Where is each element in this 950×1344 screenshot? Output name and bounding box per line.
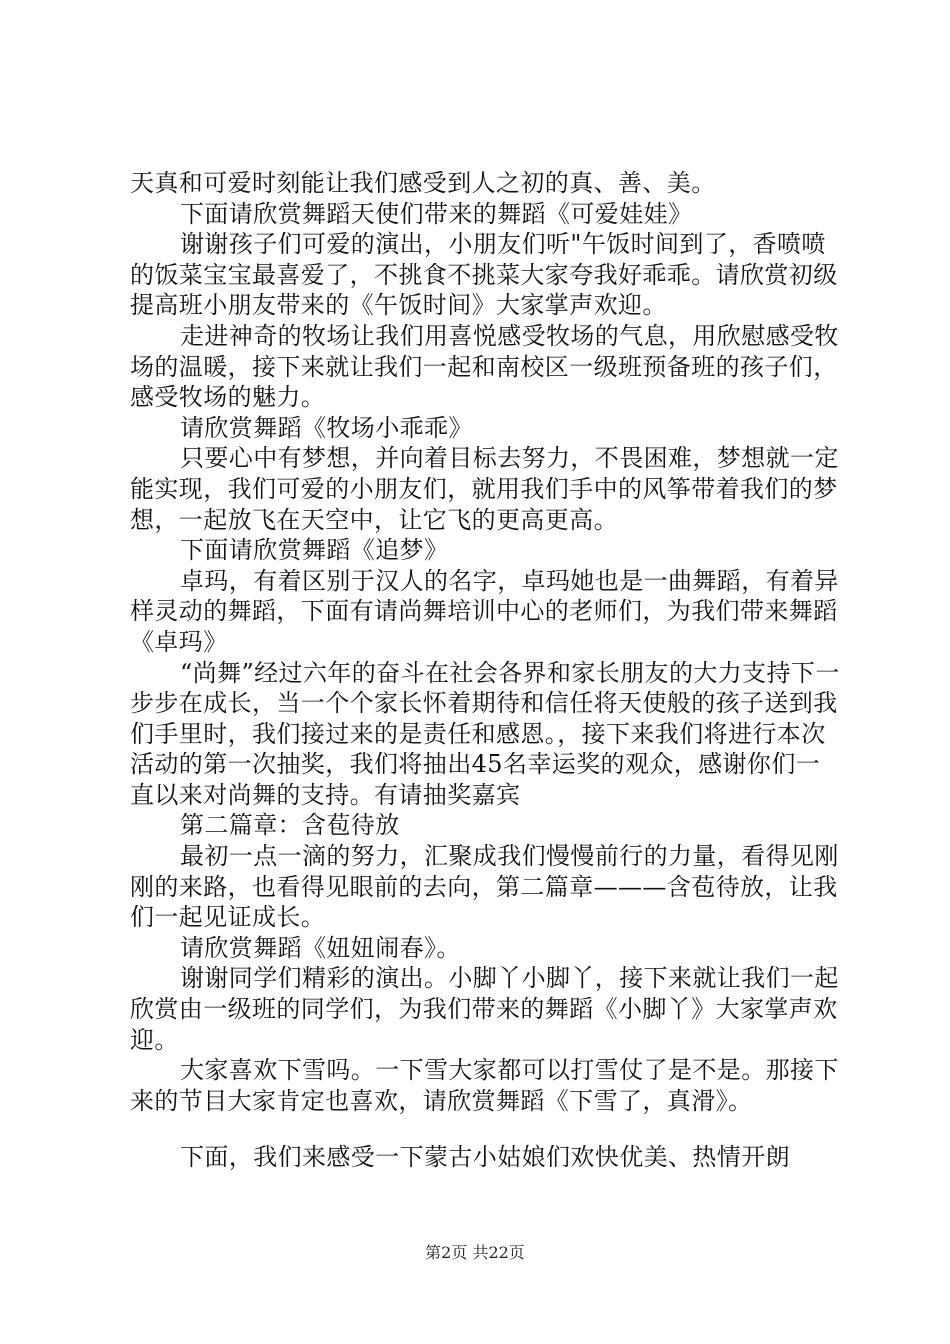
paragraph-spacer (130, 1116, 840, 1142)
paragraph: 谢谢孩子们可爱的演出，小朋友们听"午饭时间到了，香喷喷的饭菜宝宝最喜爱了，不挑食不挑菜大家夸我好乖乖。请欣赏初级提高班小朋友带来的《午饭时间》大家掌声欢迎。 (130, 230, 838, 320)
section-heading: 第二篇章：含苞待放 (180, 811, 400, 840)
document-body (130, 168, 840, 1173)
paragraph-continued: 下面，我们来感受一下蒙古小姑娘们欢快优美、热情开朗 (180, 1143, 790, 1172)
paragraph: 请欣赏舞蹈《妞妞闹春》。 (180, 933, 461, 962)
paragraph: 最初一点一滴的努力，汇聚成我们慢慢前行的力量，看得见刚刚的来路，也看得见眼前的去向，第二篇章———含苞待放，让我们一起见证成长。 (130, 842, 839, 932)
paragraph: “尚舞”经过六年的奋斗在社会各界和家长朋友的大力支持下一步步在成长，当一个个家长怀着期待和信任将天使般的孩子送到我们手里时，我们接过来的是责任和感恩。，接下来我们将进行本次活动的第一次抽奖，我们将抽出45名幸运奖的观众，感谢你们一直以来对尚舞的支持。有请抽奖嘉宾 (130, 658, 840, 809)
paragraph: 请欣赏舞蹈《牧场小乖乖》 (180, 413, 473, 442)
paragraph: 下面请欣赏舞蹈《追梦》 (180, 536, 449, 565)
paragraph: 走进神奇的牧场让我们用喜悦感受牧场的气息，用欣慰感受牧场的温暖，接下来就让我们一起和南校区一级班预备班的孩子们，感受牧场的魅力。 (130, 321, 839, 412)
paragraph: 下面请欣赏舞蹈天使们带来的舞蹈《可爱娃娃》 (180, 199, 693, 228)
page-number-footer: 第2页 共22页 (425, 1243, 525, 1262)
paragraph: 卓玛，有着区别于汉人的名字，卓玛她也是一曲舞蹈，有着异样灵动的舞蹈，下面有请尚舞培训中心的老师们，为我们带来舞蹈《卓玛》 (130, 566, 839, 656)
paragraph: 只要心中有梦想，并向着目标去努力，不畏困难，梦想就一定能实现，我们可爱的小朋友们，就用我们手中的风筝带着我们的梦想，一起放飞在天空中，让它飞的更高更高。 (130, 444, 839, 534)
paragraph: 谢谢同学们精彩的演出。小脚丫小脚丫，接下来就让我们一起欣赏由一级班的同学们，为我们带来的舞蹈《小脚丫》大家掌声欢迎。 (130, 964, 839, 1054)
paragraph: 天真和可爱时刻能让我们感受到人之初的真、善、美。 (130, 169, 716, 197)
paragraph: 大家喜欢下雪吗。一下雪大家都可以打雪仗了是不是。那接下来的节目大家肯定也喜欢，请欣赏舞蹈《下雪了，真滑》。 (130, 1056, 839, 1115)
